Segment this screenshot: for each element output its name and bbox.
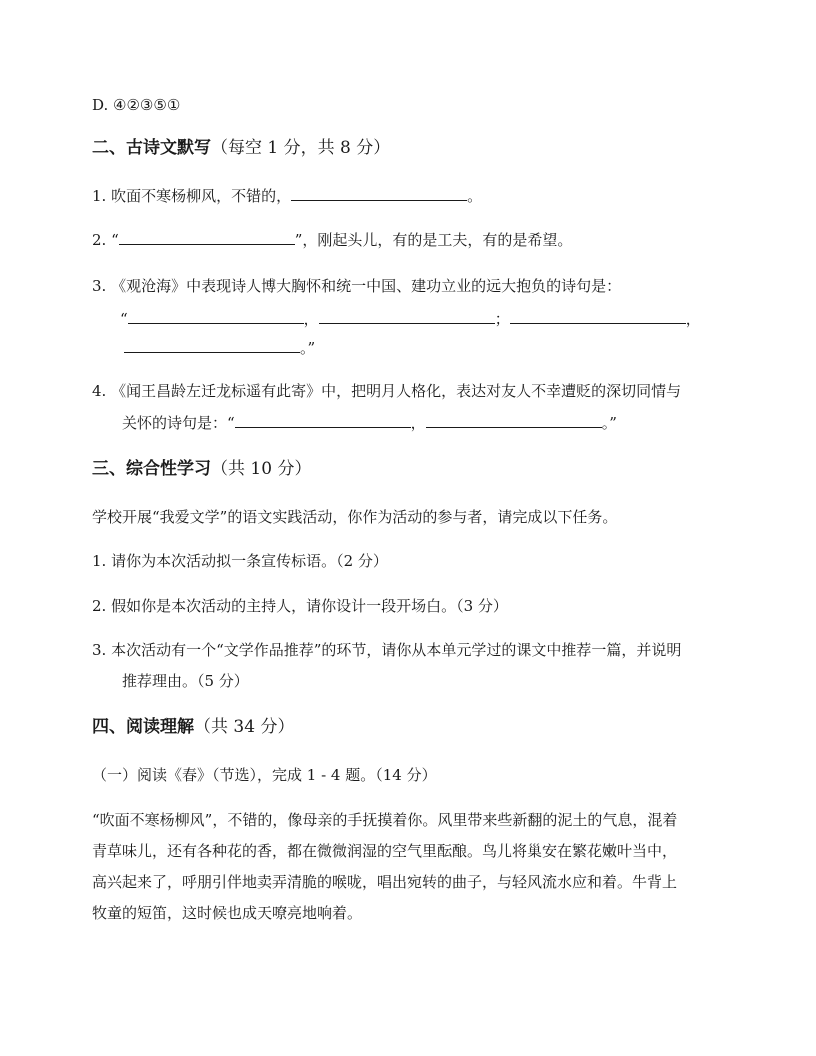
section3-score: （共 10 分） (211, 459, 312, 479)
passage-line: 牧童的短笛，这时候也成天嘹亮地响着。 (92, 904, 363, 922)
s2-question-4-line1: 4. 《闻王昌龄左迁龙标遥有此寄》中，把明月人格化，表达对友人不幸遭贬的深切同情与 (92, 382, 682, 400)
section2-title: 二、古诗文默写 (92, 138, 211, 158)
answer-blank[interactable] (119, 230, 295, 245)
passage-line: 高兴起来了，呼朋引伴地卖弄清脆的喉咙，唱出宛转的曲子，与轻风流水应和着。牛背上 (92, 873, 678, 891)
s2-question-4-line2 (122, 413, 617, 433)
s2-q3-answer-line2 (124, 338, 315, 358)
end-quote: 。” (601, 414, 617, 432)
s4-subsection-1: （一）阅读《春》（节选），完成 1 - 4 题。（14 分） (92, 766, 437, 784)
s2-q1-prefix: 1. 吹面不寒杨柳风，不错的， (92, 187, 292, 205)
s2-question-2 (92, 230, 572, 250)
comma: ， (303, 310, 319, 328)
answer-blank[interactable] (128, 309, 304, 324)
section3-heading (92, 458, 311, 480)
s3-question-3-line2: 推荐理由。（5 分） (122, 672, 249, 690)
section4-heading (92, 716, 294, 738)
answer-blank[interactable] (291, 186, 467, 201)
passage-line: 青草味儿，还有各种花的香，都在微微润湿的空气里酝酿。鸟儿将巢安在繁花嫩叶当中， (92, 842, 678, 860)
answer-blank[interactable] (235, 413, 411, 428)
section4-score: （共 34 分） (194, 717, 295, 737)
s2-question-1 (92, 186, 482, 206)
semicolon: ； (494, 310, 510, 328)
s3-question-3-line1: 3. 本次活动有一个“文学作品推荐”的环节，请你从本单元学过的课文中推荐一篇，并说明 (92, 641, 682, 659)
section2-score: （每空 1 分，共 8 分） (211, 138, 391, 158)
s2-q2-suffix: ”，刚起头儿，有的是工夫，有的是希望。 (294, 231, 573, 249)
passage-line: “吹面不寒杨柳风”，不错的，像母亲的手抚摸着你。风里带来些新翻的泥土的气息，混着 (92, 811, 678, 829)
option-d: D. ④②③⑤① (92, 96, 181, 114)
comma: ， (410, 414, 426, 432)
answer-blank[interactable] (319, 309, 495, 324)
section4-title: 四、阅读理解 (92, 717, 194, 737)
open-quote: “ (120, 310, 128, 328)
s3-intro: 学校开展“我爱文学”的语文实践活动，你作为活动的参与者，请完成以下任务。 (92, 508, 618, 526)
answer-blank[interactable] (426, 413, 602, 428)
end-quote: 。” (300, 339, 316, 357)
s3-question-1: 1. 请你为本次活动拟一条宣传标语。（2 分） (92, 552, 388, 570)
s2-q1-suffix: 。 (467, 187, 483, 205)
comma: ， (685, 310, 701, 328)
answer-blank[interactable] (124, 338, 300, 353)
s3-question-2: 2. 假如你是本次活动的主持人，请你设计一段开场白。（3 分） (92, 597, 508, 615)
section2-heading (92, 137, 390, 159)
s2-q2-prefix: 2. “ (92, 231, 119, 249)
section3-title: 三、综合性学习 (92, 459, 211, 479)
s2-q3-answer-line1 (120, 309, 701, 329)
answer-blank[interactable] (510, 309, 686, 324)
s2-question-3: 3. 《观沧海》中表现诗人博大胸怀和统一中国、建功立业的远大抱负的诗句是： (92, 277, 622, 295)
s2-q4-prefix: 关怀的诗句是：“ (122, 414, 235, 432)
